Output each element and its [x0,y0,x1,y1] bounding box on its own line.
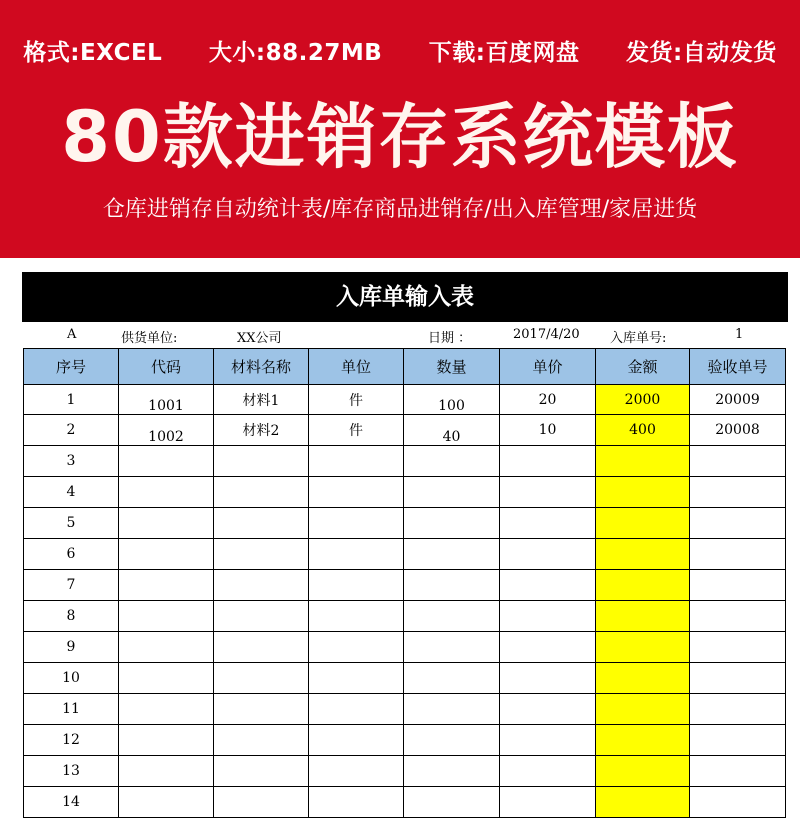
cell-code[interactable] [119,477,214,508]
header-amount[interactable]: 金额 [596,349,690,385]
cell-no[interactable]: 14 [24,787,119,818]
cell-no[interactable]: 2 [24,415,119,446]
cell-code[interactable] [119,570,214,601]
cell-qty[interactable] [404,663,500,694]
cell-code[interactable] [119,508,214,539]
cell-check-no[interactable] [690,632,786,663]
table-row [24,570,786,601]
cell-check-no[interactable]: 20009 [690,385,786,415]
table-row [24,385,786,415]
cell-qty[interactable] [404,477,500,508]
download-label: 下载:百度网盘 [428,39,580,66]
cell-qty[interactable] [404,601,500,632]
supplier-value[interactable]: XX公司 [237,331,282,346]
table-row [24,694,786,725]
cell-code[interactable] [119,725,214,756]
table-row [24,477,786,508]
cell-name[interactable] [214,756,309,787]
cell-price[interactable] [500,508,596,539]
cell-price[interactable] [500,787,596,818]
cell-amount[interactable] [596,570,690,601]
cell-no[interactable]: 1 [24,385,119,415]
table-row [24,601,786,632]
table-row [24,539,786,570]
cell-amount[interactable] [596,539,690,570]
cell-amount[interactable] [596,632,690,663]
header-unit[interactable]: 单位 [309,349,404,385]
cell-price[interactable] [500,663,596,694]
banner-meta-row [0,32,800,68]
cell-amount[interactable] [596,477,690,508]
cell-no[interactable]: 10 [24,663,119,694]
promo-banner [0,0,800,258]
cell-price[interactable] [500,446,596,477]
header-qty[interactable]: 数量 [404,349,500,385]
header-name[interactable]: 材料名称 [214,349,309,385]
cell-price[interactable] [500,570,596,601]
cell-check-no[interactable]: 20008 [690,415,786,446]
header-row [24,349,786,385]
cell-code[interactable] [119,539,214,570]
cell-qty[interactable]: 100 [404,385,500,415]
cell-no[interactable]: 8 [24,601,119,632]
cell-unit[interactable] [309,694,404,725]
cell-price[interactable] [500,632,596,663]
cell-amount[interactable] [596,446,690,477]
cell-check-no[interactable] [690,756,786,787]
table-row [24,508,786,539]
cell-unit[interactable]: 件 [309,415,404,446]
cell-code[interactable] [119,601,214,632]
cell-no[interactable]: 13 [24,756,119,787]
cell-amount[interactable] [596,725,690,756]
cell-check-no[interactable] [690,787,786,818]
cell-name[interactable] [214,694,309,725]
header-no[interactable]: 序号 [24,349,119,385]
cell-no[interactable]: 5 [24,508,119,539]
cell-no[interactable]: 7 [24,570,119,601]
banner-subtitle: 仓库进销存自动统计表/库存商品进销存/出入库管理/家居进货 [102,197,698,222]
cell-unit[interactable] [309,725,404,756]
cell-qty[interactable] [404,725,500,756]
cell-name[interactable] [214,570,309,601]
supplier-label[interactable]: 供货单位: [121,331,178,346]
cell-price[interactable]: 10 [500,415,596,446]
header-price[interactable]: 单价 [500,349,596,385]
cell-check-no[interactable] [690,601,786,632]
cell-no[interactable]: 3 [24,446,119,477]
banner-title: 80款进销存系统模板 [61,96,739,178]
cell-price[interactable] [500,601,596,632]
cell-code[interactable] [119,694,214,725]
cell-check-no[interactable] [690,570,786,601]
cell-no[interactable]: 4 [24,477,119,508]
cell-check-no[interactable] [690,446,786,477]
cell-check-no[interactable] [690,725,786,756]
cell-check-no[interactable] [690,694,786,725]
cell-no[interactable]: 9 [24,632,119,663]
receipt-table [23,348,786,818]
cell-unit[interactable] [309,539,404,570]
cell-price[interactable] [500,725,596,756]
cell-price[interactable] [500,477,596,508]
cell-amount[interactable] [596,756,690,787]
cell-no[interactable]: 11 [24,694,119,725]
cell-check-no[interactable] [690,663,786,694]
cell-qty[interactable] [404,756,500,787]
delivery-label: 发货:自动发货 [626,39,777,66]
cell-unit[interactable] [309,632,404,663]
cell-code[interactable]: 1001 [119,385,214,415]
cell-price[interactable] [500,539,596,570]
cell-name[interactable] [214,539,309,570]
cell-check-no[interactable] [690,539,786,570]
cell-unit[interactable] [309,787,404,818]
sheet-info-row [23,321,786,348]
cell-price[interactable] [500,756,596,787]
cell-amount[interactable] [596,663,690,694]
cell-code[interactable] [119,756,214,787]
cell-amount[interactable] [596,601,690,632]
cell-qty[interactable] [404,446,500,477]
cell-name[interactable] [214,477,309,508]
cell-check-no[interactable] [690,508,786,539]
cell-name[interactable] [214,725,309,756]
cell-qty[interactable] [404,539,500,570]
cell-code[interactable] [119,663,214,694]
cell-code[interactable]: 1002 [119,415,214,446]
date-value[interactable]: 2017/4/20 [513,327,580,342]
cell-amount[interactable] [596,508,690,539]
cell-check-no[interactable] [690,477,786,508]
cell-unit[interactable] [309,508,404,539]
cell-qty[interactable] [404,787,500,818]
table-row [24,756,786,787]
cell-name[interactable] [214,787,309,818]
cell-qty[interactable] [404,508,500,539]
cell-no[interactable]: 6 [24,539,119,570]
cell-code[interactable] [119,446,214,477]
cell-unit[interactable] [309,756,404,787]
receipt-no-value[interactable]: 1 [735,327,744,342]
cell-name[interactable]: 材料2 [214,415,309,446]
cell-unit[interactable] [309,570,404,601]
cell-name[interactable]: 材料1 [214,385,309,415]
cell-no[interactable]: 12 [24,725,119,756]
cell-unit[interactable] [309,477,404,508]
cell-amount[interactable] [596,694,690,725]
table-row [24,663,786,694]
cell-unit[interactable] [309,663,404,694]
size-label: 大小:88.27MB [208,39,383,66]
table-row [24,787,786,818]
cell-qty[interactable] [404,694,500,725]
table-row [24,632,786,663]
info-col-a[interactable]: A [67,327,77,342]
table-row [24,446,786,477]
receipt-no-label[interactable]: 入库单号: [610,331,667,346]
cell-price[interactable]: 20 [500,385,596,415]
cell-name[interactable] [214,632,309,663]
header-code[interactable]: 代码 [119,349,214,385]
header-check-no[interactable]: 验收单号 [690,349,786,385]
cell-name[interactable] [214,601,309,632]
cell-unit[interactable] [309,446,404,477]
cell-qty[interactable]: 40 [404,415,500,446]
cell-name[interactable] [214,446,309,477]
cell-name[interactable] [214,508,309,539]
cell-unit[interactable] [309,601,404,632]
format-label: 格式:EXCEL [23,39,163,66]
cell-unit[interactable]: 件 [309,385,404,415]
sheet-title: 入库单输入表 [22,272,788,322]
date-label[interactable]: 日期 ： [428,331,472,346]
cell-amount[interactable]: 2000 [596,385,690,415]
cell-code[interactable] [119,632,214,663]
cell-qty[interactable] [404,632,500,663]
table-row [24,415,786,446]
cell-qty[interactable] [404,570,500,601]
table-row [24,725,786,756]
cell-name[interactable] [214,663,309,694]
cell-amount[interactable]: 400 [596,415,690,446]
cell-amount[interactable] [596,787,690,818]
cell-price[interactable] [500,694,596,725]
cell-code[interactable] [119,787,214,818]
